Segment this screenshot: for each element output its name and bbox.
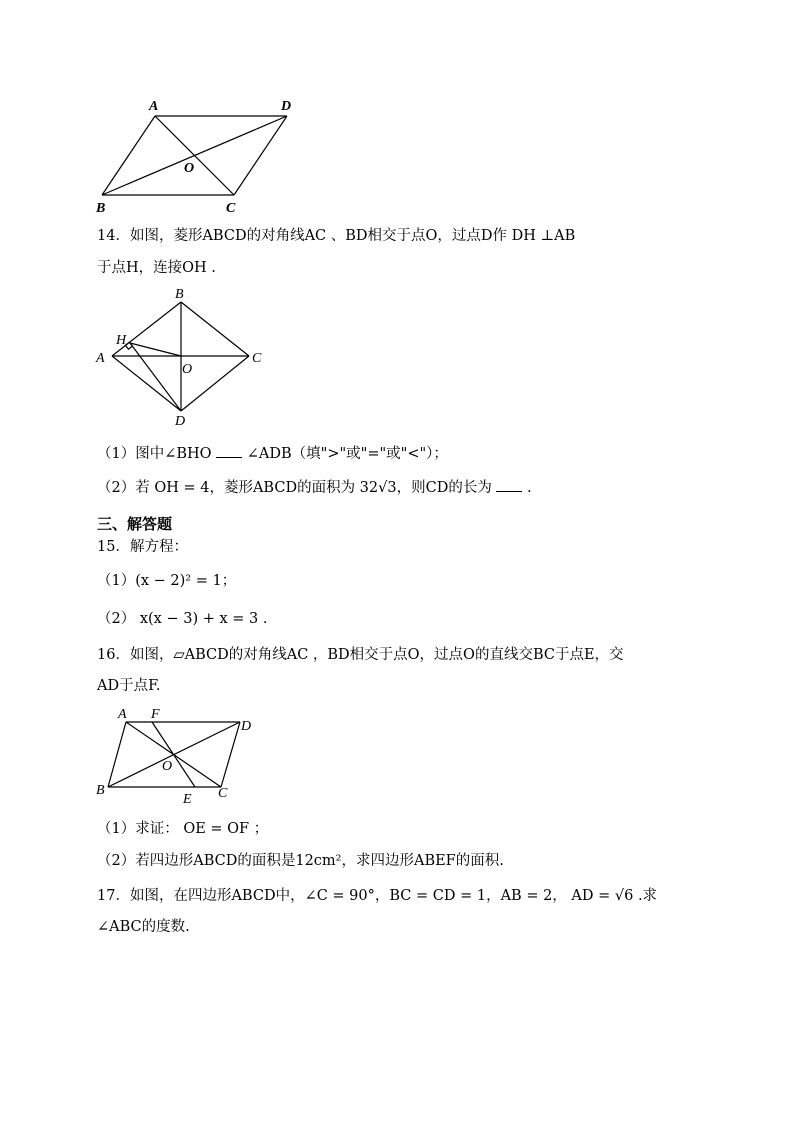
label-d: D xyxy=(241,719,252,734)
q14-line1: 14．如图，菱形ABCD的对角线AC 、BD相交于点O，过点D作 DH ⊥AB xyxy=(97,228,576,244)
segment-ef xyxy=(152,722,195,787)
label-o: O xyxy=(162,759,173,774)
label-e: E xyxy=(183,792,192,807)
q17-line2: ∠ABC的度数. xyxy=(97,919,190,935)
label-o: O xyxy=(182,362,193,377)
label-o: O xyxy=(184,161,195,176)
q16-part1: （1）求证： OE = OF ； xyxy=(97,821,269,837)
label-a: A xyxy=(149,99,159,114)
label-d: D xyxy=(175,414,186,429)
label-a: A xyxy=(118,707,127,722)
label-b: B xyxy=(96,783,105,798)
q16-part2: （2）若四边形ABCD的面积是12cm²，求四边形ABEF的面积. xyxy=(97,853,504,869)
q14-part2-prefix: （2）若 OH = 4，菱形ABCD的面积为 32√3，则CD的长为 xyxy=(97,480,492,496)
edge-ba xyxy=(108,722,126,787)
label-a: A xyxy=(96,351,105,366)
label-c: C xyxy=(252,351,262,366)
label-c: C xyxy=(226,201,236,216)
q16-line1: 16．如图，▱ABCD的对角线AC ，BD相交于点O，过点O的直线交BC于点E，交 xyxy=(97,647,624,663)
q15-stem: 15．解方程： xyxy=(97,539,188,555)
label-c: C xyxy=(218,786,228,801)
q14-part2-suffix: . xyxy=(527,480,532,496)
edge-dc xyxy=(221,722,240,787)
q17-line1: 17．如图，在四边形ABCD中，∠C = 90°，BC = CD = 1，AB = 2， AD = √6 .求 xyxy=(97,888,658,904)
section-title: 三、解答题 xyxy=(97,515,173,533)
q16-line2: AD于点F. xyxy=(97,678,161,694)
label-b: B xyxy=(96,201,106,216)
q14-part1-prefix: （1）图中∠BHO xyxy=(97,446,212,462)
label-d: D xyxy=(281,99,292,114)
label-b: B xyxy=(175,287,184,302)
q14-line2: 于点H，连接OH . xyxy=(97,260,216,276)
q15-part1: （1）(x − 2)² = 1； xyxy=(97,573,237,589)
q15-part2: （2） x(x − 3) + x = 3 . xyxy=(97,611,268,627)
label-f: F xyxy=(151,707,160,722)
q14-part1-suffix: ∠ADB（填">"或"="或"<"）； xyxy=(246,446,448,462)
label-h: H xyxy=(116,333,127,348)
